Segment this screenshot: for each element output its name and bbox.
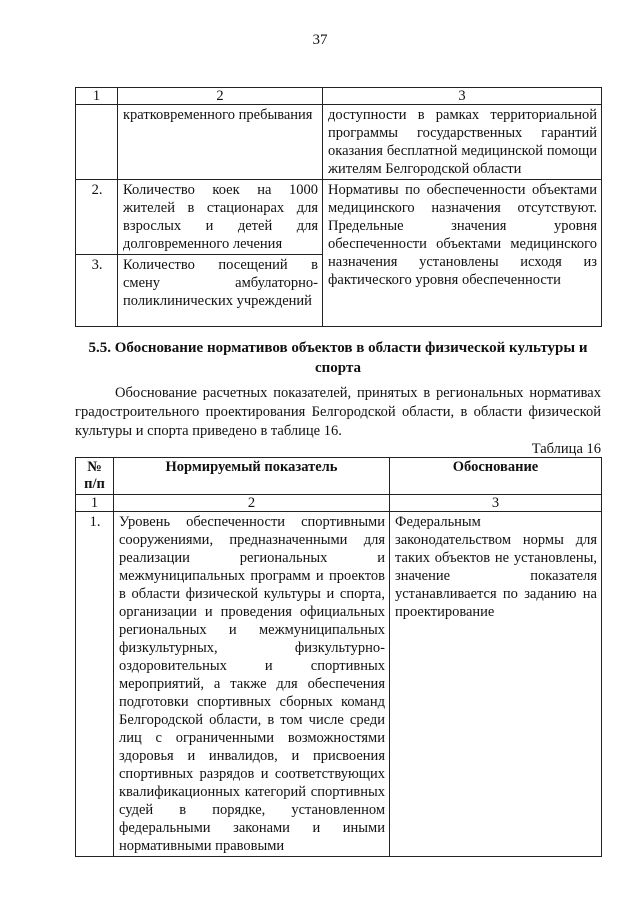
justification-cell: Нормативы по обеспеченности объектами медицинского назначения отсутствуют. Предельные значения уровня обеспеченности объектами медицинского назначения установлены исходя из фактического уровня обеспеченности	[323, 180, 602, 327]
column-number: 2	[118, 88, 323, 105]
table-column-numbers-row	[76, 495, 602, 512]
row-number-cell: 3.	[76, 255, 118, 327]
body-paragraph: Обоснование расчетных показателей, принятых в региональных нормативах градостроительного проектирования Белгородской области, в области физической культуры и спорта приведено в таблице 16.	[75, 385, 601, 439]
column-number: 3	[390, 495, 602, 512]
sports-norms-table	[75, 457, 602, 857]
column-number: 2	[114, 495, 390, 512]
column-number: 1	[76, 88, 118, 105]
column-number: 3	[323, 88, 602, 105]
row-number-cell: 2.	[76, 180, 118, 255]
row-number-cell	[76, 105, 118, 180]
indicator-cell: Количество коек на 1000 жителей в стационарах для взрослых и детей для долговременного лечения	[118, 180, 323, 255]
justification-cell: Федеральным законодательством нормы для таких объектов не установлены, значение показателя устанавливается по заданию на проектирование	[390, 512, 602, 857]
indicator-cell: Количество посещений в смену амбулаторно-поликлинических учреждений	[118, 255, 323, 327]
column-header-indicator: Нормируемый показатель	[114, 458, 390, 495]
medical-norms-table-continued	[75, 87, 602, 327]
table-row	[76, 512, 602, 857]
indicator-cell: кратковременного пребывания	[118, 105, 323, 180]
section-heading: 5.5. Обоснование нормативов объектов в области физической культуры и спорта	[88, 340, 588, 376]
table-header-row	[76, 458, 602, 495]
table-column-numbers-row	[76, 88, 602, 105]
column-header-justification: Обоснование	[390, 458, 602, 495]
table-caption: Таблица 16	[531, 441, 601, 457]
indicator-cell: Уровень обеспеченности спортивными сооружениями, предназначенными для реализации региональных и межмуниципальных программ и проектов в области физической культуры и спорта, организации и проведения официальных региональных и межмуниципальных физкультурных, физкультурно-оздоровительных и спортивных мероприятий, а также для обеспечения подготовки спортивных сборных команд Белгородской области, в том числе среди лиц с ограниченными возможностями здоровья и инвалидов, и присвоения спортивных разрядов и соответствующих квалификационных категорий спортивных судей в порядке, установленном федеральными законами и иными нормативными правовыми	[114, 512, 390, 857]
justification-cell: доступности в рамках территориальной программы государственных гарантий оказания бесплатной медицинской помощи жителям Белгородской области	[323, 105, 602, 180]
row-number-cell: 1.	[76, 512, 114, 857]
page-number: 37	[312, 32, 328, 48]
table-row	[76, 180, 602, 255]
column-header-number: № п/п	[76, 458, 114, 495]
table-row	[76, 105, 602, 180]
column-number: 1	[76, 495, 114, 512]
